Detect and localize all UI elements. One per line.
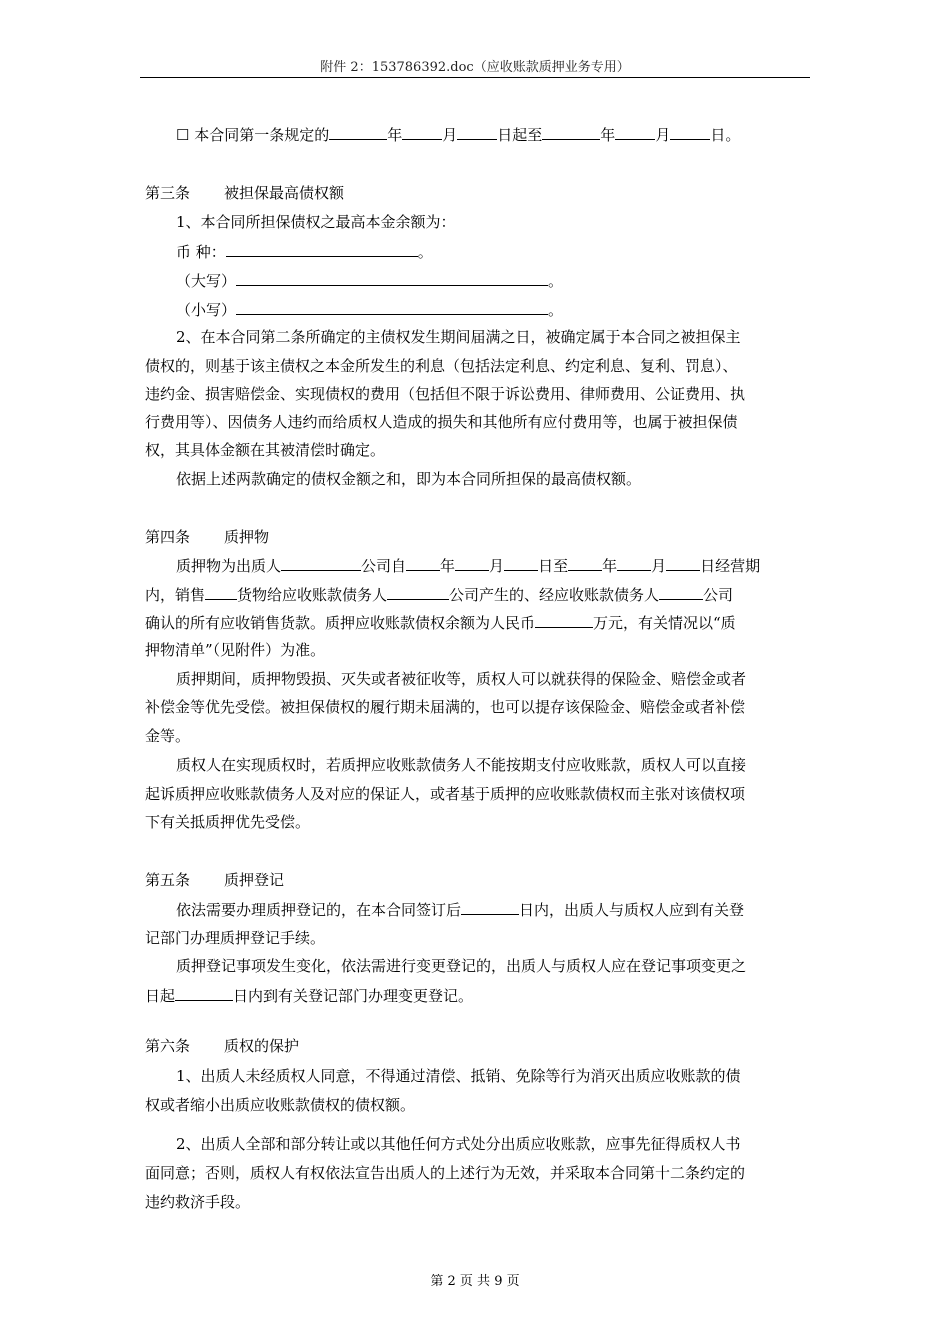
blank-field[interactable]	[617, 555, 651, 571]
blank-field[interactable]	[542, 124, 600, 140]
blank-field[interactable]	[402, 124, 442, 140]
blank-field[interactable]	[387, 584, 449, 600]
pledge-object-line: 内，销售 货物给应收账款债务人 公司产生的、经应收账款债务人 公司	[145, 586, 734, 604]
pledge-object-line: 确认的所有应收销售货款。质押应收账款债权余额为人民币 万元，有关情况以“质	[145, 614, 736, 632]
blank-field[interactable]	[281, 555, 361, 571]
amount-lower-field[interactable]	[236, 299, 548, 315]
blank-field[interactable]	[205, 584, 237, 600]
blank-field[interactable]	[329, 124, 387, 140]
article-6-clause-line: 违约救济手段。	[145, 1193, 251, 1211]
currency-field[interactable]	[226, 241, 418, 257]
blank-field[interactable]	[666, 555, 700, 571]
registration-line: 日起 日内到有关登记部门办理变更登记。	[145, 987, 474, 1005]
registration-line: 依法需要办理质押登记的，在本合同签订后 日内，出质人与质权人应到有关登	[176, 901, 745, 919]
amount-upper-field[interactable]	[236, 270, 548, 286]
article-3-clause-2-line: 违约金、损害赔偿金、实现债权的费用（包括但不限于诉讼费用、律师费用、公证费用、执	[145, 385, 746, 403]
currency-line: 币 种： 。	[176, 243, 433, 261]
article-4-paragraph-line: 质押期间，质押物毁损、灭失或者被征收等，质权人可以就获得的保险金、赔偿金或者	[176, 670, 747, 688]
blank-field[interactable]	[461, 899, 519, 915]
blank-field[interactable]	[175, 985, 233, 1001]
blank-field[interactable]	[455, 555, 489, 571]
article-3-clause-1: 1、本合同所担保债权之最高本金余额为：	[176, 213, 456, 231]
article-5-heading: 第五条 质押登记	[145, 871, 285, 889]
registration-line: 质押登记事项发生变化，依法需进行变更登记的，出质人与质权人应在登记事项变更之	[176, 957, 747, 975]
blank-field[interactable]	[406, 555, 440, 571]
article-4-paragraph-line: 下有关抵质押优先受偿。	[145, 813, 311, 831]
blank-field[interactable]	[568, 555, 602, 571]
article-6-clause-line: 1、出质人未经质权人同意，不得通过清偿、抵销、免除等行为消灭出质应收账款的债	[176, 1067, 741, 1085]
amount-upper-line: （大写） 。	[176, 272, 564, 290]
article-4-paragraph-line: 质权人在实现质权时，若质押应收账款债务人不能按期支付应收账款，质权人可以直接	[176, 756, 747, 774]
article-4-paragraph-line: 金等。	[145, 727, 191, 745]
article-3-clause-2-line: 债权的，则基于该主债权之本金所发生的利息（包括法定利息、约定利息、复利、罚息）、	[145, 357, 738, 375]
checkbox[interactable]: ☐	[176, 126, 190, 144]
article-4-paragraph-line: 补偿金等优先受偿。被担保债权的履行期未届满的，也可以提存该保险金、赔偿金或者补偿	[145, 698, 746, 716]
article-4-paragraph-line: 起诉质押应收账款债务人及对应的保证人，或者基于质押的应收账款债权而主张对该债权项	[145, 785, 746, 803]
article-3-clause-2-line: 行费用等）、因债务人违约而给质权人造成的损失和其他所有应付费用等，也属于被担保债	[145, 413, 738, 431]
blank-field[interactable]	[457, 124, 497, 140]
blank-field[interactable]	[615, 124, 655, 140]
page-footer: 第 2 页 共 9 页	[430, 1274, 520, 1289]
article-6-clause-line: 面同意；否则，质权人有权依法宣告出质人的上述行为无效，并采取本合同第十二条约定的	[145, 1164, 746, 1182]
article-3-summary: 依据上述两款确定的债权金额之和，即为本合同所担保的最高债权额。	[176, 470, 642, 488]
page-header: 附件 2：153786392.doc（应收账款质押业务专用）	[320, 60, 630, 75]
date-range-line: ☐ 本合同第一条规定的 年 月 日起至 年 月 日。	[176, 126, 741, 144]
header-rule	[140, 77, 810, 78]
article-6-heading: 第六条 质权的保护	[145, 1037, 300, 1055]
amount-lower-line: （小写） 。	[176, 301, 564, 319]
blank-field[interactable]	[659, 584, 703, 600]
article-3-clause-2-line: 权，其具体金额在其被清偿时确定。	[145, 441, 386, 459]
article-4-heading: 第四条 质押物	[145, 528, 270, 546]
article-6-clause-line: 2、出质人全部和部分转让或以其他任何方式处分出质应收账款，应事先征得质权人书	[176, 1135, 741, 1153]
blank-field[interactable]	[535, 612, 593, 628]
registration-line: 记部门办理质押登记手续。	[145, 929, 326, 947]
article-3-heading: 第三条 被担保最高债权额	[145, 184, 345, 202]
pledge-object-line: 押物清单”（见附件）为准。	[145, 641, 326, 659]
blank-field[interactable]	[670, 124, 710, 140]
blank-field[interactable]	[504, 555, 538, 571]
pledge-object-line: 质押物为出质人 公司自 年 月 日至 年 月 日经营期	[176, 557, 761, 575]
article-6-clause-line: 权或者缩小出质应收账款债权的债权额。	[145, 1096, 416, 1114]
article-3-clause-2-line: 2、在本合同第二条所确定的主债权发生期间届满之日，被确定属于本合同之被担保主	[176, 328, 741, 346]
